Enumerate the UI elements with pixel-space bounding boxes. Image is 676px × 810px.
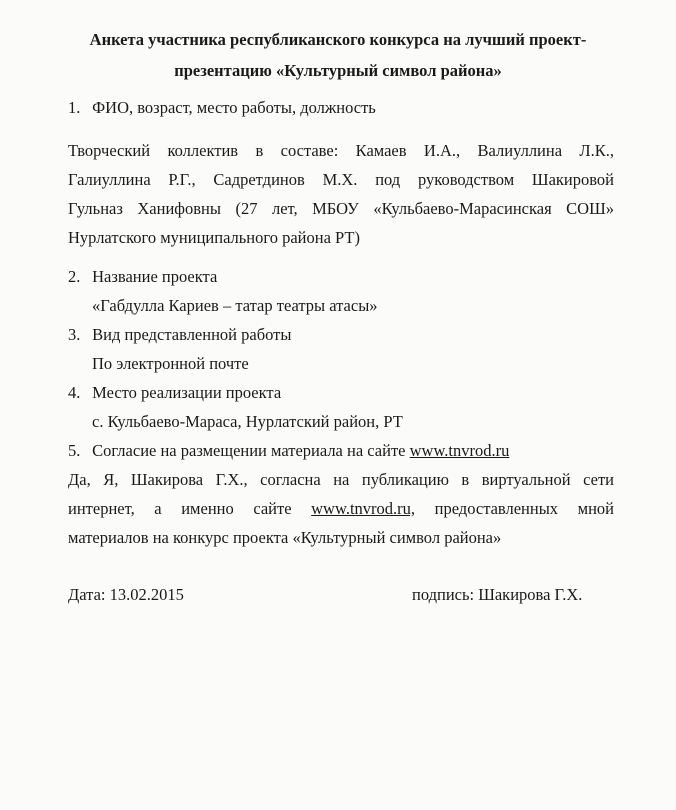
item-label: ФИО, возраст, место работы, должность — [92, 98, 376, 117]
item-label: Название проекта — [92, 267, 218, 286]
consent-site-link[interactable]: www.tnvrod.ru, — [311, 499, 416, 518]
item-label: Место реализации проекта — [92, 383, 282, 402]
title-line-2: презентацию «Культурный символ района» — [174, 61, 502, 80]
site-link[interactable]: www.tnvrod.ru — [409, 441, 510, 460]
item-number: 1. — [68, 98, 81, 117]
consent-text: предоставленных мной — [434, 499, 615, 518]
document-title — [40, 24, 636, 86]
item-3-answer: По электронной почте — [92, 354, 249, 373]
item-number: 4. — [68, 383, 81, 402]
date-field: Дата: 13.02.2015 — [68, 585, 184, 604]
team-line-2: Галиуллина Р.Г., Садретдинов М.Х. под руководством Шакировой — [68, 170, 614, 189]
item-2 — [68, 267, 217, 287]
item-number: 5. — [68, 441, 81, 460]
item-label: Согласие на размещении материала на сайте — [92, 441, 410, 460]
item-4-answer: с. Кульбаево-Мараса, Нурлатский район, РТ — [92, 412, 403, 431]
item-2-answer: «Габдулла Кариев – татар театры атасы» — [92, 296, 378, 315]
consent-line-1: Да, Я, Шакирова Г.Х., согласна на публикацию в виртуальной сети — [68, 470, 614, 489]
consent-text: интернет, а именно сайте — [68, 499, 312, 518]
team-line-1: Творческий коллектив в составе: Камаев И.А., Валиуллина Л.К., — [68, 141, 614, 160]
consent-line-2 — [68, 499, 614, 519]
item-5 — [68, 441, 509, 461]
item-number: 2. — [68, 267, 81, 286]
title-line-1: Анкета участника республиканского конкурса на лучший проект- — [89, 30, 587, 49]
team-line-3: Гульназ Ханифовны (27 лет, МБОУ «Кульбаево-Марасинская СОШ» — [68, 199, 614, 218]
consent-line-3: материалов на конкурс проекта «Культурный символ района» — [68, 528, 502, 547]
team-line-4: Нурлатского муниципального района РТ) — [68, 228, 360, 247]
item-3 — [68, 325, 291, 345]
item-1 — [68, 98, 376, 118]
item-number: 3. — [68, 325, 81, 344]
item-4 — [68, 383, 281, 403]
signature-field: подпись: Шакирова Г.Х. — [412, 585, 583, 604]
item-label: Вид представленной работы — [92, 325, 292, 344]
